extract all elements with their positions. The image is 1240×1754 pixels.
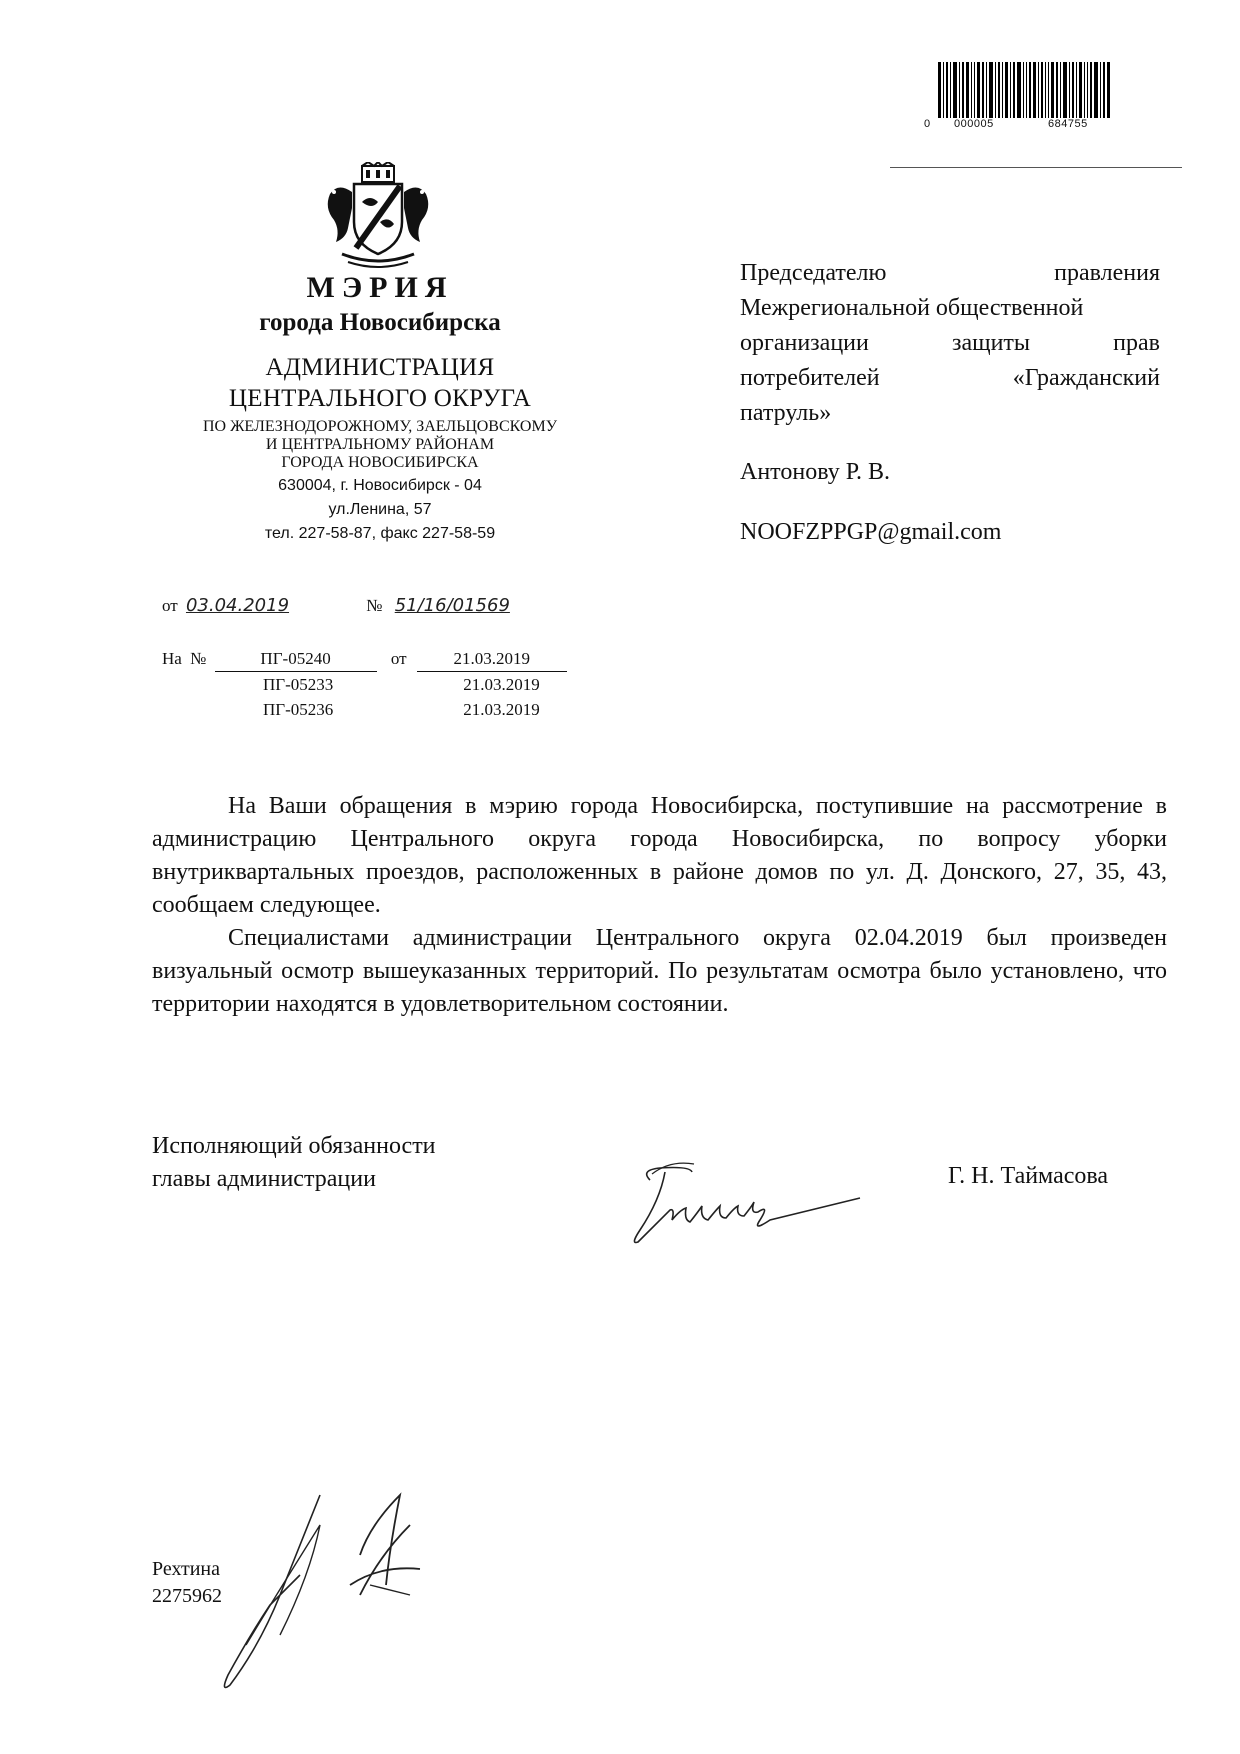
header-address-line3: тел. 227-58-87, факс 227-58-59 <box>264 525 496 542</box>
outgoing-from-label: от <box>162 596 178 615</box>
addressee-text: правления <box>1054 260 1160 286</box>
signer-title-line-2: главы администрации <box>152 1166 376 1192</box>
header-city: города Новосибирска <box>259 309 501 336</box>
coat-of-arms-icon <box>318 162 438 272</box>
barcode-bars <box>938 62 1134 118</box>
addressee-email: NOOFZPPGP@gmail.com <box>740 519 1002 545</box>
outgoing-ref <box>162 594 510 618</box>
barcode-left-digits: 000005 <box>954 118 994 130</box>
header-admin-line2: ЦЕНТРАЛЬНОГО ОКРУГА <box>228 385 532 412</box>
incoming-from-label: от <box>390 649 407 668</box>
incoming-ref-row-2 <box>263 673 540 697</box>
header-admin-line1: АДМИНИСТРАЦИЯ <box>265 354 495 381</box>
incoming-date: 21.03.2019 <box>463 675 540 694</box>
incoming-ref-row-3 <box>263 698 540 722</box>
incoming-number: ПГ-05240 <box>215 647 377 672</box>
incoming-na-label: На <box>162 649 182 668</box>
barcode-right-digits: 684755 <box>1048 118 1088 130</box>
outgoing-number-label: № <box>366 596 383 615</box>
incoming-number: ПГ-05236 <box>263 700 334 719</box>
body-paragraph-2: Специалистами администрации Центрального округа 02.04.2019 был произведен визуальный осмотр вышеуказанных территорий. По результатам осмотра было установлено, что территории находятся в удовлетворительном состоянии. <box>152 925 1167 1017</box>
addressee-line-4 <box>740 361 1160 396</box>
addressee-text: Председателю <box>740 260 887 286</box>
executor-phone: 2275962 <box>152 1585 222 1607</box>
addressee-text: «Гражданский <box>1012 365 1160 391</box>
header-sub-line1: ПО ЖЕЛЕЗНОДОРОЖНОМУ, ЗАЕЛЬЦОВСКОМУ <box>202 418 558 435</box>
addressee-line-1 <box>740 256 1160 291</box>
header-address-line1: 630004, г. Новосибирск - 04 <box>278 477 482 494</box>
outgoing-number: 51/16/01569 <box>394 595 510 616</box>
addressee-line-2: Межрегиональной общественной <box>740 295 1084 321</box>
incoming-date: 21.03.2019 <box>417 647 567 672</box>
header-sub-line2: И ЦЕНТРАЛЬНОМУ РАЙОНАМ <box>265 436 495 453</box>
incoming-ref-row-1 <box>162 647 567 672</box>
addressee-line-3 <box>740 326 1160 361</box>
signer-title-line-1: Исполняющий обязанности <box>152 1133 436 1159</box>
addressee-text: прав <box>1113 330 1160 356</box>
addressee-text: потребителей <box>740 365 880 391</box>
addressee-line-5: патруль» <box>740 400 832 426</box>
header-meria: МЭРИЯ <box>306 271 454 304</box>
addressee-name: Антонову Р. В. <box>740 459 891 485</box>
barcode-rule <box>890 167 1182 168</box>
incoming-number-label: № <box>190 649 207 668</box>
addressee-block <box>740 256 1160 550</box>
barcode-lead-digit: 0 <box>924 118 931 130</box>
header-address-line2: ул.Ленина, 57 <box>328 501 432 518</box>
sender-header <box>140 270 620 546</box>
header-sub-line3: ГОРОДА НОВОСИБИРСКА <box>281 454 479 471</box>
barcode <box>918 56 1140 136</box>
handwritten-signature-icon <box>620 1150 880 1260</box>
letter-body <box>152 790 1167 1021</box>
executor-name: Рехтина <box>152 1558 220 1580</box>
addressee-text: организации <box>740 330 869 356</box>
handwritten-initials-icon <box>210 1485 440 1695</box>
addressee-text: защиты <box>951 330 1031 356</box>
body-paragraph-1: На Ваши обращения в мэрию города Новосибирска, поступившие на рассмотрение в администрацию Центрального округа города Новосибирска, по вопросу уборки внутриквартальных проездов, расположенных в районе домов по ул. Д. Донского, 27, 35, 43, сообщаем следующее. <box>152 793 1167 918</box>
incoming-date: 21.03.2019 <box>463 700 540 719</box>
signer-name: Г. Н. Таймасова <box>948 1163 1109 1189</box>
outgoing-date: 03.04.2019 <box>185 595 290 616</box>
incoming-number: ПГ-05233 <box>263 675 334 694</box>
